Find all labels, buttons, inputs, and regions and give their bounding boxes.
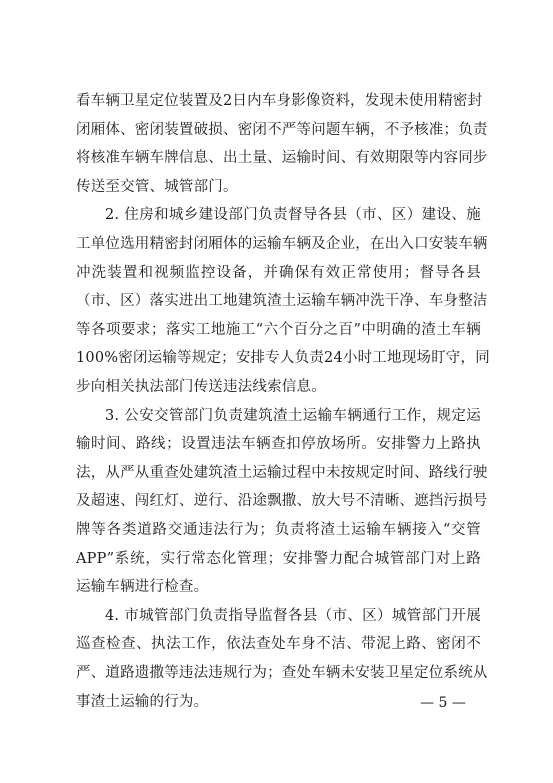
- body-text-line: 运输车辆进行检查。: [76, 579, 209, 595]
- body-text-line: 法，从严从重查处建筑渣土运输过程中未按规定时间、路线行驶: [76, 465, 488, 481]
- body-text-line: 闭厢体、密闭装置破损、密闭不严等问题车辆，不予核准；负责: [76, 122, 488, 138]
- page-number: — 5 —: [420, 695, 466, 711]
- body-text-line: 看车辆卫星定位装置及2日内车身影像资料，发现未使用精密封: [76, 93, 483, 109]
- body-text-line: 巡查检查、执法工作，依法查处车身不洁、带泥上路、密闭不: [76, 636, 481, 652]
- paragraph-4-first-line: 4. 市城管部门负责指导监督各县（市、区）城管部门开展: [105, 608, 481, 624]
- body-text-line: 将核准车辆车牌信息、出土量、运输时间、有效期限等内容同步: [76, 150, 488, 166]
- body-text-line: 严、道路遗撒等违法违规行为；查处车辆未安装卫星定位系统从: [76, 665, 488, 681]
- body-text-line: 传送至交管、城管部门。: [76, 179, 238, 195]
- body-text-line: APP”系统，实行常态化管理；安排警力配合城管部门对上路: [76, 551, 481, 567]
- body-text-line: 100%密闭运输等规定；安排专人负责24小时工地现场盯守，同: [76, 350, 490, 366]
- body-text-line: 冲洗装置和视频监控设备，并确保有效正常使用；督导各县: [76, 265, 481, 281]
- body-text-line: （市、区）落实进出工地建筑渣土运输车辆冲洗干净、车身整洁: [76, 293, 488, 309]
- body-text-line: 及超速、闯红灯、逆行、沿途飘撒、放大号不清晰、遮挡污损号: [76, 493, 488, 509]
- body-text-line: 输时间、路线；设置违法车辆查扣停放场所。安排警力上路执: [76, 436, 481, 452]
- body-text-line: 等各项要求；落实工地施工“六个百分之百”中明确的渣土车辆: [76, 322, 481, 338]
- paragraph-3-first-line: 3. 公安交管部门负责建筑渣土运输车辆通行工作，规定运: [105, 408, 481, 424]
- body-text-line: 事渣土运输的行为。: [76, 694, 209, 710]
- body-text-line: 牌等各类道路交通违法行为；负责将渣土运输车辆接入“交管: [76, 522, 481, 538]
- body-text-line: 工单位选用精密封闭厢体的运输车辆及企业，在出入口安装车辆: [76, 236, 488, 252]
- paragraph-2-first-line: 2. 住房和城乡建设部门负责督导各县（市、区）建设、施: [105, 207, 481, 223]
- body-text-line: 步向相关执法部门传送违法线索信息。: [76, 379, 326, 395]
